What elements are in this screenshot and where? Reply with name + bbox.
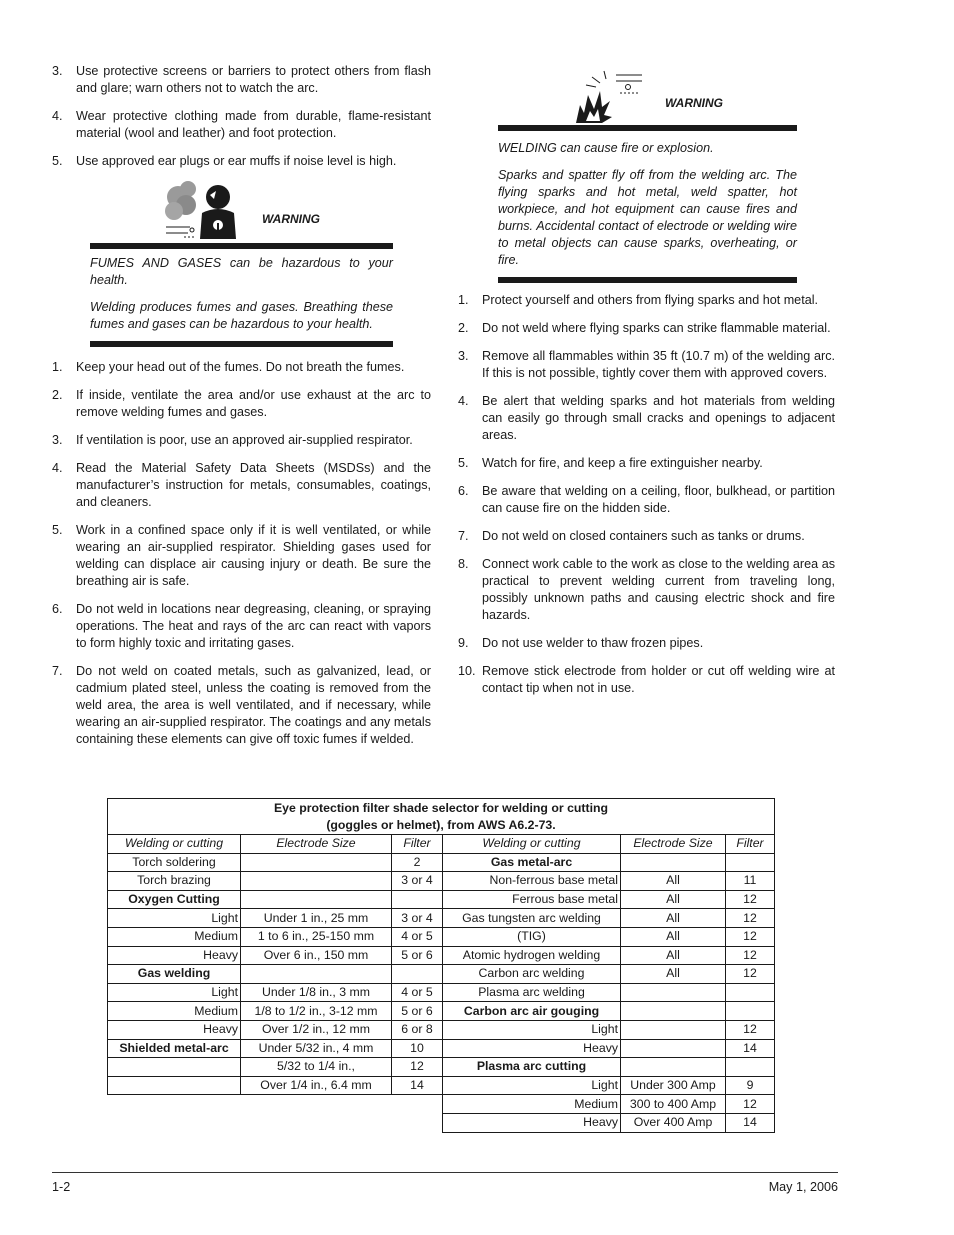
table-cell bbox=[392, 965, 443, 984]
table-cell: 6 or 8 bbox=[392, 1020, 443, 1039]
empty-cell bbox=[108, 1113, 241, 1132]
table-cell: Over 400 Amp bbox=[621, 1113, 726, 1132]
table-cell: (TIG) bbox=[443, 927, 621, 946]
table-cell: All bbox=[621, 946, 726, 965]
table-cell: Atomic hydrogen welding bbox=[443, 946, 621, 965]
table-cell: 11 bbox=[726, 872, 775, 891]
list-item: 6. Do not weld in locations near degreasing, cleaning, or spraying operations. The heat and rays of the arc can react with vapors to form highly toxic and irritating gases. bbox=[52, 602, 431, 650]
table-cell: Carbon arc air gouging bbox=[443, 1002, 621, 1021]
column-header: Welding or cutting bbox=[443, 835, 621, 854]
table-cell: Torch brazing bbox=[108, 872, 241, 891]
right-list bbox=[458, 292, 835, 697]
left-list-top bbox=[52, 63, 431, 170]
list-item: 4. Read the Material Safety Data Sheets (MSDSs) and the manufacturer’s instruction for metals, consumables, coatings, and cleaners. bbox=[52, 461, 431, 509]
table-cell: 5/32 to 1/4 in., bbox=[241, 1058, 392, 1077]
table-cell bbox=[621, 1002, 726, 1021]
table-cell: Light bbox=[108, 909, 241, 928]
table-cell bbox=[726, 1058, 775, 1077]
table-row bbox=[108, 1076, 775, 1095]
table-row bbox=[108, 1002, 775, 1021]
list-item: 3. Remove all flammables within 35 ft (10.7 m) of the welding arc. If this is not possible, tightly cover them with approved covers. bbox=[458, 349, 835, 380]
table-cell: Medium bbox=[443, 1095, 621, 1114]
table-row bbox=[108, 946, 775, 965]
warning-label: WARNING bbox=[665, 96, 723, 110]
table-cell: Oxygen Cutting bbox=[108, 890, 241, 909]
list-item: 3. Use protective screens or barriers to protect others from flash and glare; warn others not to watch the arc. bbox=[52, 64, 431, 95]
table-cell: Over 6 in., 150 mm bbox=[241, 946, 392, 965]
empty-cell bbox=[241, 1113, 392, 1132]
table-cell: Light bbox=[108, 983, 241, 1002]
footer-date: May 1, 2006 bbox=[768, 1180, 838, 1194]
table-cell: Heavy bbox=[108, 946, 241, 965]
table-cell: 12 bbox=[726, 890, 775, 909]
table-cell: Under 300 Amp bbox=[621, 1076, 726, 1095]
table-cell: Light bbox=[443, 1076, 621, 1095]
list-item: 6. Be aware that welding on a ceiling, floor, bulkhead, or partition can cause fire on the hidden side. bbox=[458, 484, 835, 515]
table-cell: 3 or 4 bbox=[392, 909, 443, 928]
table-cell: All bbox=[621, 909, 726, 928]
table-row bbox=[108, 1058, 775, 1077]
column-header: Filter bbox=[726, 835, 775, 854]
warning-rule-bottom bbox=[90, 341, 393, 347]
table-cell: 14 bbox=[392, 1076, 443, 1095]
table-cell: 4 or 5 bbox=[392, 927, 443, 946]
table-cell bbox=[241, 965, 392, 984]
list-item: 5. Watch for fire, and keep a fire extinguisher nearby. bbox=[458, 456, 763, 470]
table-cell: Carbon arc welding bbox=[443, 965, 621, 984]
table-cell: 12 bbox=[726, 946, 775, 965]
column-header: Electrode Size bbox=[621, 835, 726, 854]
table-cell bbox=[621, 853, 726, 872]
table-cell: Plasma arc cutting bbox=[443, 1058, 621, 1077]
table-cell bbox=[621, 1039, 726, 1058]
table-cell: All bbox=[621, 890, 726, 909]
warning-text bbox=[498, 131, 797, 277]
table-cell: All bbox=[621, 965, 726, 984]
table-cell: 12 bbox=[726, 927, 775, 946]
right-column bbox=[458, 63, 835, 708]
table-body bbox=[108, 853, 775, 1132]
table-cell: Under 1/8 in., 3 mm bbox=[241, 983, 392, 1002]
table-cell: 2 bbox=[392, 853, 443, 872]
warning-body: Welding produces fumes and gases. Breathing these fumes and gases can be hazardous to your health. bbox=[90, 300, 393, 331]
list-item: 2. If inside, ventilate the area and/or use exhaust at the arc to remove welding fumes and gases. bbox=[52, 388, 431, 419]
table-row bbox=[108, 1095, 775, 1114]
table-cell: 5 or 6 bbox=[392, 1002, 443, 1021]
left-list-bottom bbox=[52, 359, 431, 748]
table-cell: Over 1/2 in., 12 mm bbox=[241, 1020, 392, 1039]
table-cell: Under 5/32 in., 4 mm bbox=[241, 1039, 392, 1058]
table-row bbox=[108, 1020, 775, 1039]
table-row bbox=[108, 1113, 775, 1132]
table-cell bbox=[392, 890, 443, 909]
table-cell: 12 bbox=[726, 1020, 775, 1039]
table-cell bbox=[621, 1020, 726, 1039]
table-cell bbox=[726, 853, 775, 872]
fumes-hazard-icon bbox=[164, 181, 244, 243]
warning-body: Sparks and spatter fly off from the welding arc. The flying sparks and hot metal, weld spatter, hot workpiece, and hot equipment can cause fires and burns. Accidental contact of electrode or welding wire to metal objects can cause sparks, overheating, or fire. bbox=[498, 168, 797, 267]
table-cell: Heavy bbox=[108, 1020, 241, 1039]
table-header-row bbox=[108, 835, 775, 854]
table-cell: 3 or 4 bbox=[392, 872, 443, 891]
table-cell: Torch soldering bbox=[108, 853, 241, 872]
table-cell: 14 bbox=[726, 1113, 775, 1132]
table-cell: Gas tungsten arc welding bbox=[443, 909, 621, 928]
table-cell: 1/8 to 1/2 in., 3-12 mm bbox=[241, 1002, 392, 1021]
table-row bbox=[108, 853, 775, 872]
fire-warning-header bbox=[498, 63, 797, 125]
warning-label: WARNING bbox=[262, 212, 320, 226]
list-item: 4. Be alert that welding sparks and hot materials from welding can easily go through small cracks and openings to adjacent areas. bbox=[458, 394, 835, 442]
table-cell bbox=[241, 890, 392, 909]
table-cell bbox=[621, 983, 726, 1002]
table-cell: 1 to 6 in., 25-150 mm bbox=[241, 927, 392, 946]
table-cell: Gas welding bbox=[108, 965, 241, 984]
table-cell: 14 bbox=[726, 1039, 775, 1058]
table-cell: 12 bbox=[726, 1095, 775, 1114]
list-item: 8. Connect work cable to the work as close to the welding area as practical to prevent welding current from traveling long, possibly unknown paths and causing electric shock and fire hazards. bbox=[458, 557, 835, 622]
list-item: 3. If ventilation is poor, use an approved air-supplied respirator. bbox=[52, 433, 413, 447]
table-title: Eye protection filter shade selector for welding or cutting (goggles or helmet), from AWS A6.2-73. bbox=[108, 799, 775, 835]
table-title-row bbox=[108, 799, 775, 835]
column-header: Electrode Size bbox=[241, 835, 392, 854]
list-item: 2. Do not weld where flying sparks can strike flammable material. bbox=[458, 321, 831, 335]
warning-text bbox=[90, 249, 393, 341]
table-cell: Light bbox=[443, 1020, 621, 1039]
table-cell: All bbox=[621, 872, 726, 891]
footer-rule bbox=[52, 1172, 838, 1173]
table-cell bbox=[241, 853, 392, 872]
table-row bbox=[108, 927, 775, 946]
table-cell: Ferrous base metal bbox=[443, 890, 621, 909]
table-cell: Non-ferrous base metal bbox=[443, 872, 621, 891]
table-cell: Heavy bbox=[443, 1039, 621, 1058]
list-item: 7. Do not weld on closed containers such as tanks or drums. bbox=[458, 529, 805, 543]
table-cell bbox=[621, 1058, 726, 1077]
table-cell: 10 bbox=[392, 1039, 443, 1058]
list-item: 10. Remove stick electrode from holder or cut off welding wire at contact tip when not in use. bbox=[458, 664, 835, 695]
table-cell: Medium bbox=[108, 927, 241, 946]
table-cell bbox=[726, 1002, 775, 1021]
list-item: 4. Wear protective clothing made from durable, flame-resistant material (wool and leather) and foot protection. bbox=[52, 109, 431, 140]
column-header: Filter bbox=[392, 835, 443, 854]
column-header: Welding or cutting bbox=[108, 835, 241, 854]
empty-cell bbox=[392, 1113, 443, 1132]
fire-explosion-hazard-icon bbox=[572, 65, 652, 127]
warning-headline: FUMES AND GASES can be hazardous to your health. bbox=[90, 256, 393, 287]
table-cell: Medium bbox=[108, 1002, 241, 1021]
list-item: 7. Do not weld on coated metals, such as galvanized, lead, or cadmium plated steel, unless the coating is removed from the weld area, the area is well ventilated, and if necessary, while wearing an air-supplied respirator. The coatings and any metals containing these elements can give off toxic fumes if welded. bbox=[52, 664, 431, 746]
table-cell: Shielded metal-arc bbox=[108, 1039, 241, 1058]
list-item: 5. Use approved ear plugs or ear muffs if noise level is high. bbox=[52, 154, 397, 168]
table-row bbox=[108, 965, 775, 984]
table-cell: Over 1/4 in., 6.4 mm bbox=[241, 1076, 392, 1095]
table-cell bbox=[108, 1058, 241, 1077]
fumes-warning-header bbox=[90, 181, 393, 243]
list-item: 1. Protect yourself and others from flying sparks and hot metal. bbox=[458, 293, 818, 307]
table-cell: Gas metal-arc bbox=[443, 853, 621, 872]
table-cell: Under 1 in., 25 mm bbox=[241, 909, 392, 928]
table-cell bbox=[241, 872, 392, 891]
table-cell: 4 or 5 bbox=[392, 983, 443, 1002]
table-cell: Plasma arc welding bbox=[443, 983, 621, 1002]
list-item: 5. Work in a confined space only if it is well ventilated, or while wearing an air-supplied respirator. Shielding gases used for welding can displace air causing injury or death. Be sure the breathing air is safe. bbox=[52, 523, 431, 588]
table-cell bbox=[108, 1076, 241, 1095]
table-row bbox=[108, 1039, 775, 1058]
table-cell: 12 bbox=[392, 1058, 443, 1077]
empty-cell bbox=[392, 1095, 443, 1114]
table-cell: 300 to 400 Amp bbox=[621, 1095, 726, 1114]
table-cell: 12 bbox=[726, 965, 775, 984]
table-cell bbox=[726, 983, 775, 1002]
left-column bbox=[52, 63, 431, 759]
fumes-warning-box bbox=[90, 181, 393, 347]
warning-rule-bottom bbox=[498, 277, 797, 283]
table-row bbox=[108, 909, 775, 928]
table-row bbox=[108, 983, 775, 1002]
empty-cell bbox=[241, 1095, 392, 1114]
page-number: 1-2 bbox=[52, 1180, 71, 1194]
table-cell: 9 bbox=[726, 1076, 775, 1095]
table-cell: 5 or 6 bbox=[392, 946, 443, 965]
table-row bbox=[108, 872, 775, 891]
table-cell: All bbox=[621, 927, 726, 946]
filter-shade-table bbox=[107, 798, 775, 1133]
warning-headline: WELDING can cause fire or explosion. bbox=[498, 141, 714, 155]
fire-warning-box bbox=[498, 63, 797, 283]
table-row bbox=[108, 890, 775, 909]
list-item: 1. Keep your head out of the fumes. Do not breath the fumes. bbox=[52, 360, 405, 374]
table-cell: Heavy bbox=[443, 1113, 621, 1132]
table-cell: 12 bbox=[726, 909, 775, 928]
list-item: 9. Do not use welder to thaw frozen pipes. bbox=[458, 636, 704, 650]
empty-cell bbox=[108, 1095, 241, 1114]
